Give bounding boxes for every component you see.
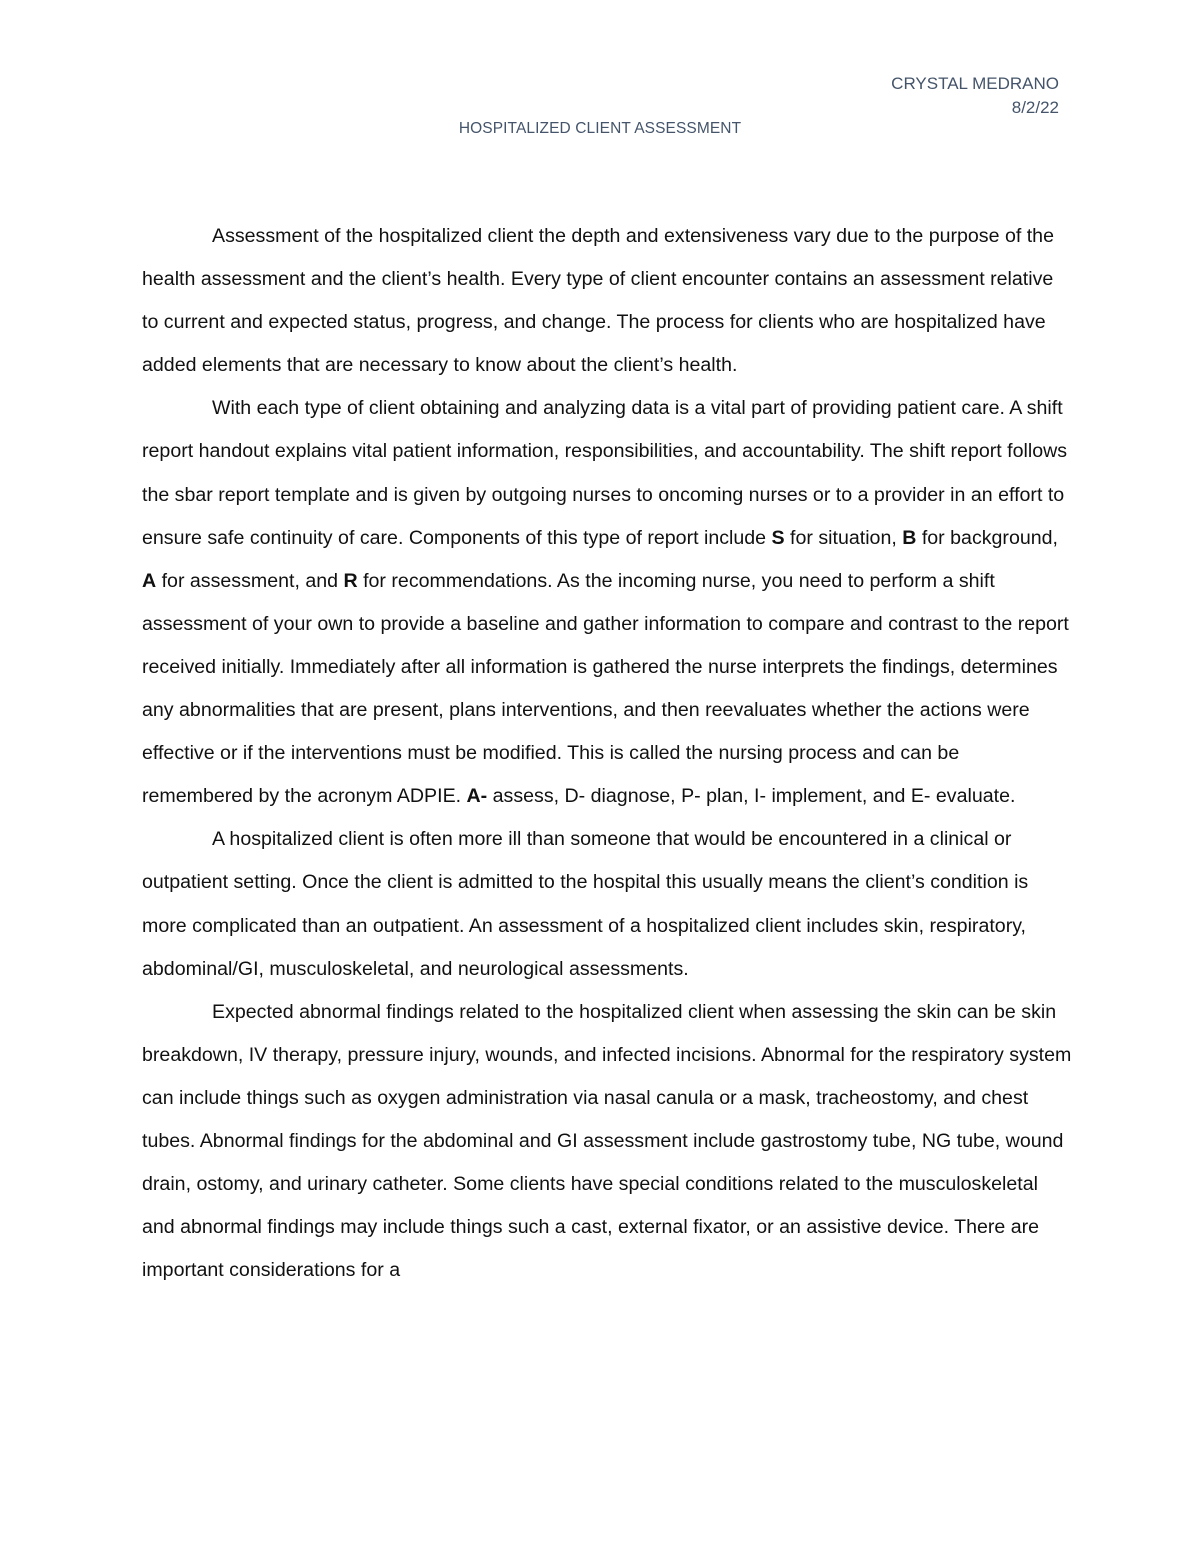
document-date: 8/2/22 — [1011, 98, 1059, 117]
text-run: A hospitalized client is often more ill than someone that would be encountered in a clinical or outpatient setting. Once the client is admitted to the hospital this usually means the client’s condition is more complicated than an outpatient. An assessment of a hospitalized client includes skin, respiratory, abdominal/GI, musculoskeletal, and neurological assessments. — [142, 828, 1029, 980]
document-body — [142, 215, 1072, 1292]
body-paragraph — [142, 215, 1072, 387]
body-paragraph — [142, 818, 1072, 990]
document-title: HOSPITALIZED CLIENT ASSESSMENT — [458, 120, 742, 137]
body-paragraph — [142, 387, 1072, 818]
text-run: for assessment, and — [156, 569, 344, 592]
body-paragraph — [142, 991, 1072, 1293]
bold-text-run: B — [902, 526, 917, 549]
header-block — [891, 72, 1059, 120]
author-name: CRYSTAL MEDRANO — [891, 74, 1059, 93]
text-run: assess, D- diagnose, P- plan, I- implement, and E- evaluate. — [487, 785, 1016, 808]
text-run: With each type of client obtaining and analyzing data is a vital part of providing patient care. A shift report handout explains vital patient information, responsibilities, and accountability. The shift report follows the sbar report template and is given by outgoing nurses to oncoming nurses or to a provider in an effort to ensure safe continuity of care. Components of this type of report include — [142, 397, 1068, 549]
bold-text-run: R — [343, 569, 358, 592]
bold-text-run: A — [142, 569, 157, 592]
text-run: Assessment of the hospitalized client the depth and extensiveness vary due to the purpose of the health assessment and the client’s health. Every type of client encounter contains an assessment relative to current and expected status, progress, and change. The process for clients who are hospitalized have added elements that are necessary to know about the client’s health. — [142, 225, 1054, 377]
text-run: Expected abnormal findings related to the hospitalized client when assessing the skin can be skin breakdown, IV therapy, pressure injury, wounds, and infected incisions. Abnormal for the respiratory system can include things such as oxygen administration via nasal canula or a mask, tracheostomy, and chest tubes. Abnormal findings for the abdominal and GI assessment include gastrostomy tube, NG tube, wound drain, ostomy, and urinary catheter. Some clients have special conditions related to the musculoskeletal and abnormal findings may include things such a cast, external fixator, or an assistive device. There are important considerations for a — [142, 1000, 1072, 1282]
text-run: for recommendations. As the incoming nurse, you need to perform a shift assessment of your own to provide a baseline and gather information to compare and contrast to the report received initially. Immediately after all information is gathered the nurse interprets the findings, determines any abnormalities that are present, plans interventions, and then reevaluates whether the actions were effective or if the interventions must be modified. This is called the nursing process and can be remembered by the acronym ADPIE. — [142, 569, 1069, 808]
text-run: for background, — [916, 526, 1058, 549]
bold-text-run: S — [771, 526, 785, 549]
bold-text-run: A- — [466, 785, 488, 808]
text-run: for situation, — [784, 526, 903, 549]
